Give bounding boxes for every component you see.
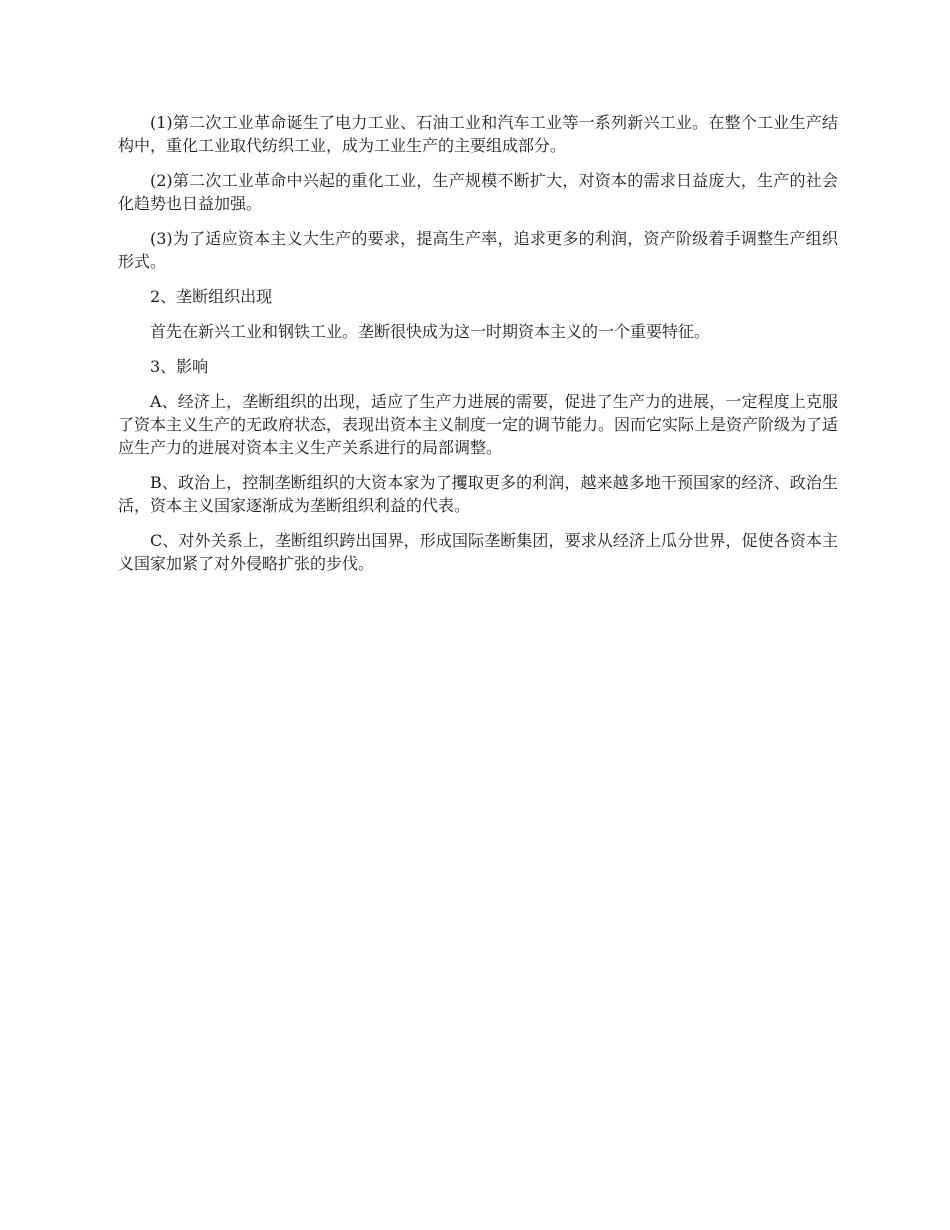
paragraph-2: (2)第二次工业革命中兴起的重化工业，生产规模不断扩大，对资本的需求日益庞大，生产的社会化趋势也日益加强。: [118, 171, 838, 213]
section-heading-impact: 3、影响: [150, 357, 209, 376]
paragraph-4: 首先在新兴工业和钢铁工业。垄断很快成为这一时期资本主义的一个重要特征。: [150, 322, 711, 341]
paragraph-foreign-relations: C、对外关系上，垄断组织跨出国界，形成国际垄断集团，要求从经济上瓜分世界，促使各资本主义国家加紧了对外侵略扩张的步伐。: [118, 531, 838, 573]
section-heading-monopoly: 2、垄断组织出现: [150, 287, 273, 306]
paragraph-economic: A、经济上，垄断组织的出现，适应了生产力进展的需要，促进了生产力的进展，一定程度上克服了资本主义生产的无政府状态，表现出资本主义制度一定的调节能力。因而它实际上是资产阶级为了适应生产力的进展对资本主义生产关系进行的局部调整。: [118, 392, 839, 457]
document-page: [118, 111, 838, 587]
paragraph-1: (1)第二次工业革命诞生了电力工业、石油工业和汽车工业等一系列新兴工业。在整个工业生产结构中，重化工业取代纺织工业，成为工业生产的主要组成部分。: [118, 113, 838, 155]
paragraph-3: (3)为了适应资本主义大生产的要求，提高生产率，追求更多的利润，资产阶级着手调整生产组织形式。: [118, 229, 838, 271]
paragraph-political: B、政治上，控制垄断组织的大资本家为了攫取更多的利润，越来越多地干预国家的经济、政治生活，资本主义国家逐渐成为垄断组织利益的代表。: [118, 473, 838, 515]
